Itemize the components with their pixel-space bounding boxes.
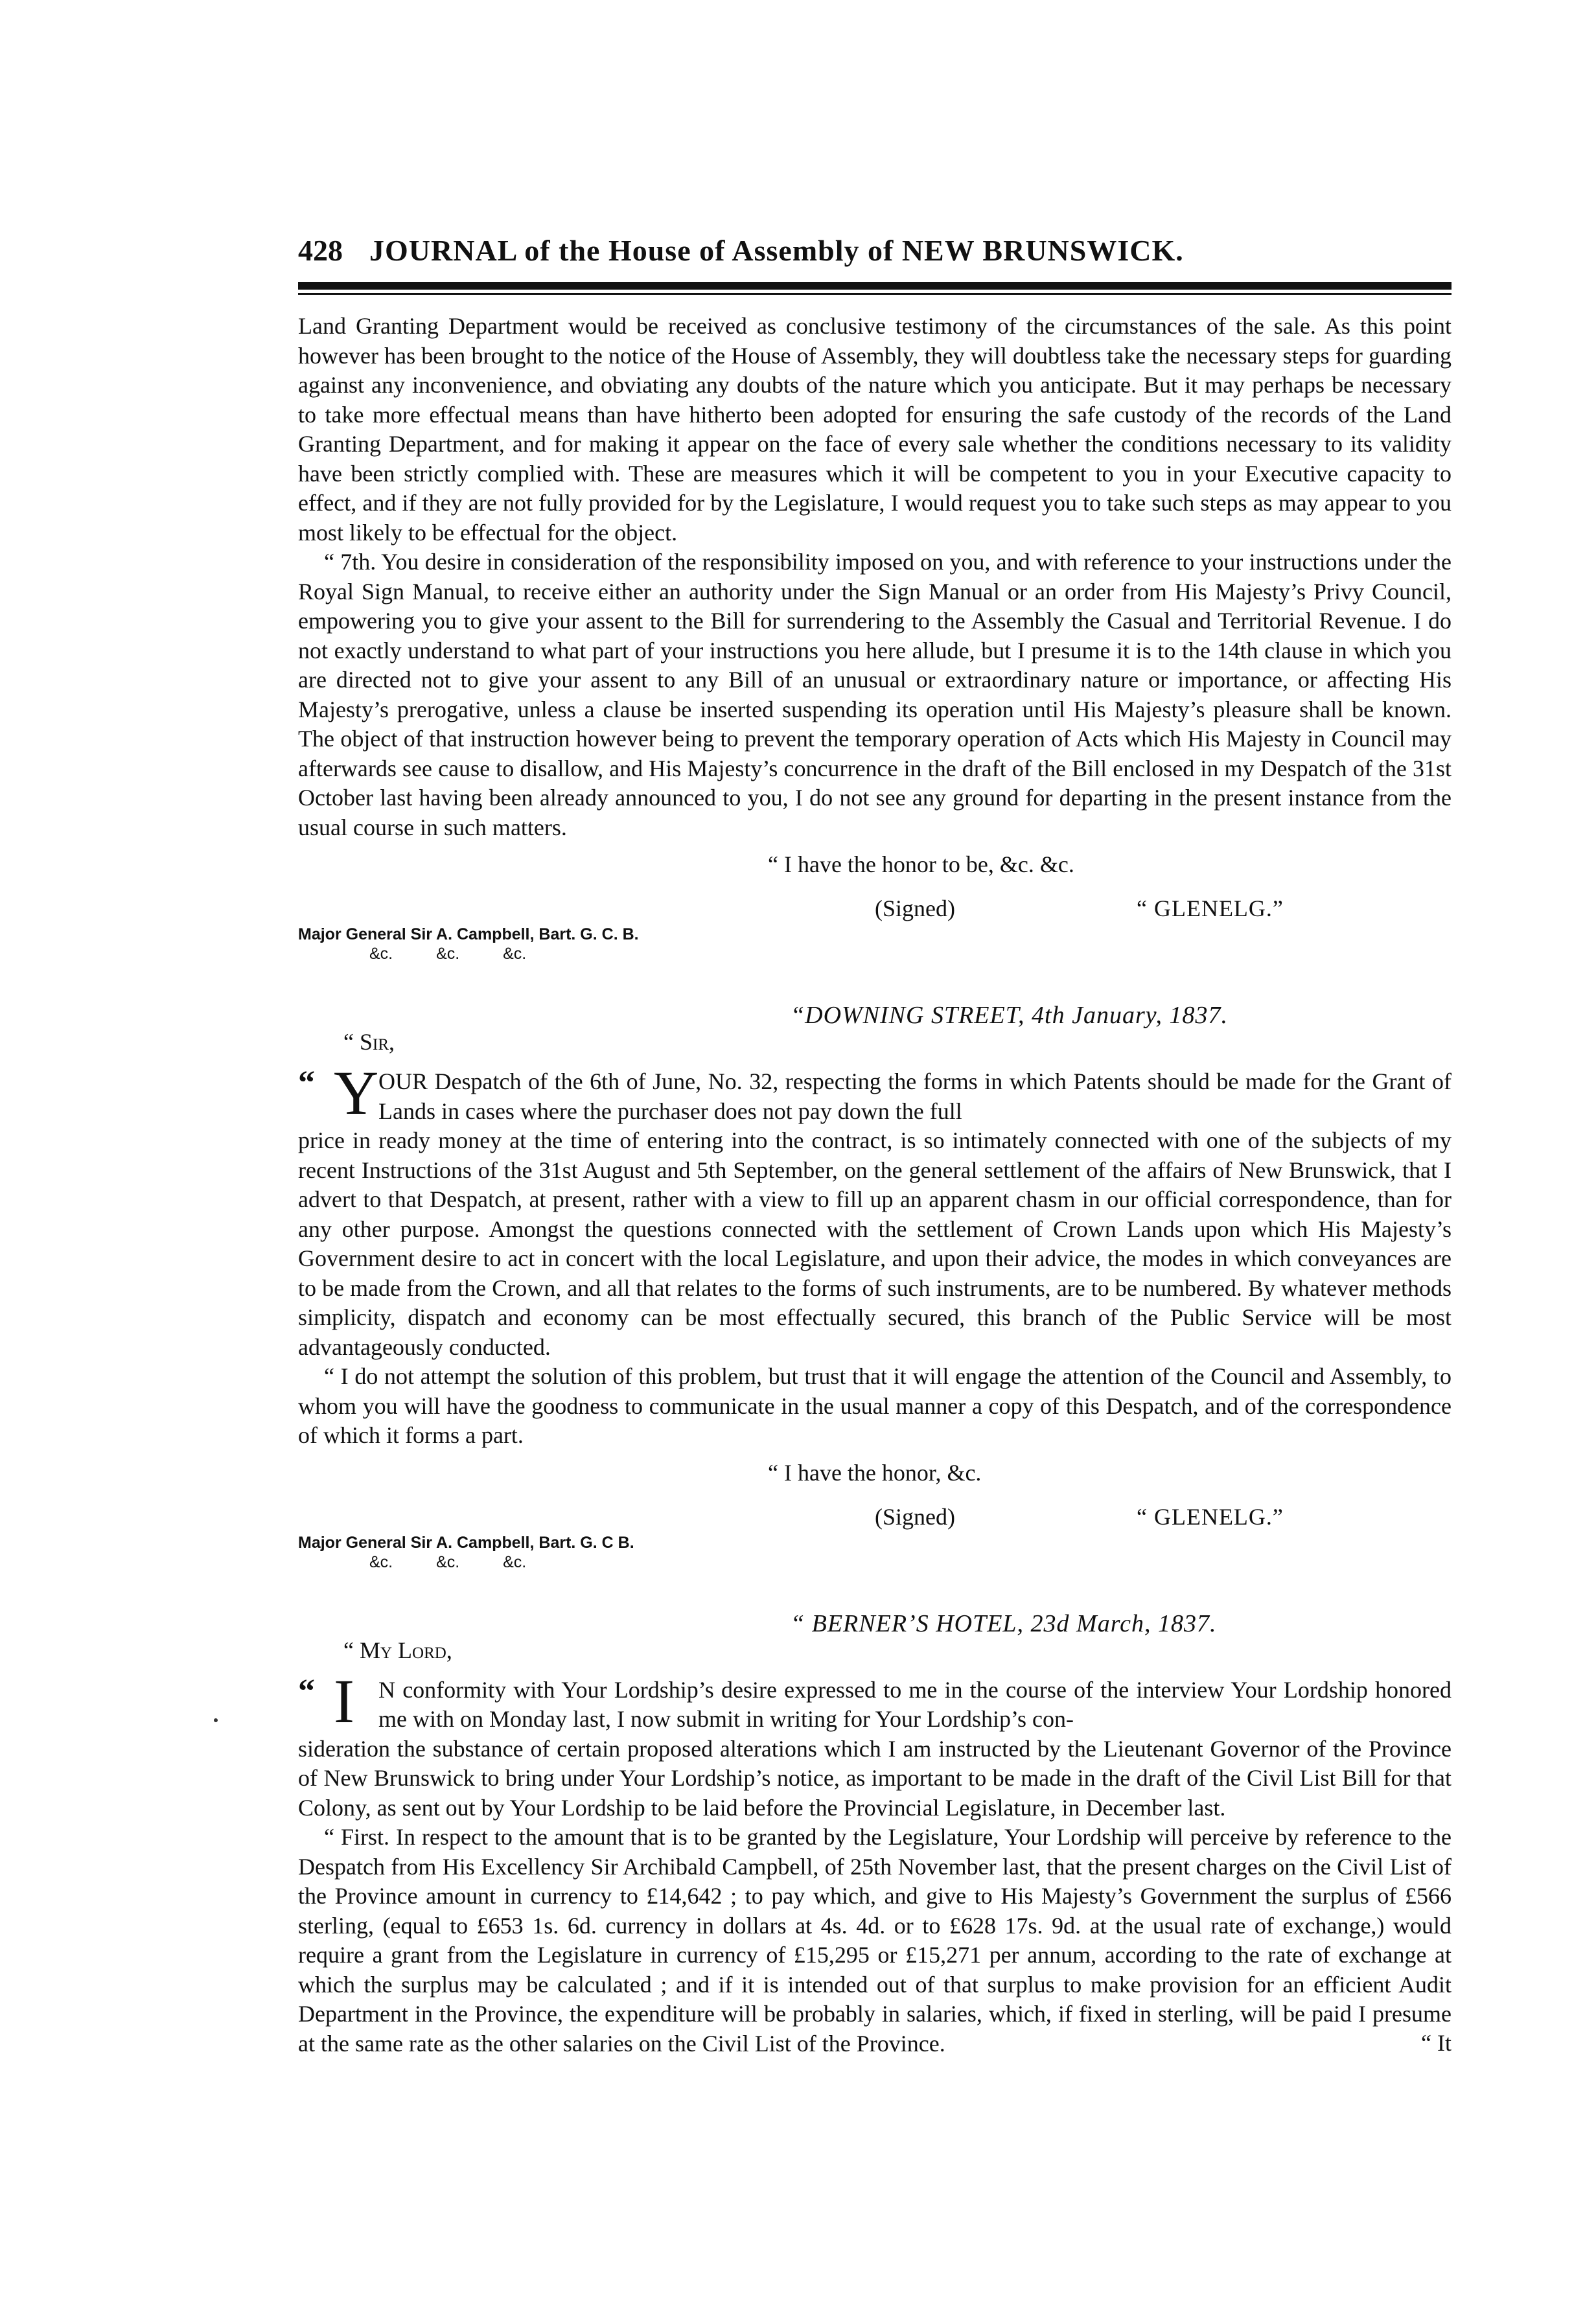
addressee-etc: &c. &c. &c. — [369, 945, 527, 963]
signature-glenelg: “ GLENELG.” — [1136, 1503, 1284, 1530]
journal-page — [298, 233, 1451, 2057]
letter-body-rest: sideration the substance of certain proposed alterations which I am instructed by the Lieutenant Governor of the Province of New Brunswick to bring under Your Lordship’s notice, as important to be made in the draft of the Civil List Bill for that Colony, as sent out by Your Lordship to be laid before the Provincial Legislature, in December last. — [298, 1735, 1451, 1821]
addressee-etc: &c. &c. &c. — [369, 1552, 527, 1571]
page-title: JOURNAL of the House of Assembly of NEW BRUNSWICK. — [369, 234, 1184, 267]
drop-cap: Y — [334, 1058, 379, 1127]
catchword: “ It — [1421, 2030, 1451, 2056]
signature-row — [298, 895, 1451, 922]
signature-glenelg: “ GLENELG.” — [1136, 895, 1284, 921]
salutation-my-lord: “ My Lord, — [343, 1637, 452, 1663]
addressee-block — [298, 925, 1451, 963]
letter-opening — [298, 1666, 1451, 1736]
signed-label: (Signed) — [875, 1503, 955, 1530]
header-rule-thin — [298, 293, 1451, 295]
paragraph-land-granting: Land Granting Department would be received as conclusive testimony of the circumstances of the sale. As this point however has been brought to the notice of the House of Assembly, they will doubtless take the necessary steps for guarding against any inconvenience, and obviating any doubts of the nature which you anticipate. But it may perhaps be necessary to take more effectual means than have hitherto been adopted for ensuring the safe custody of the records of the Land Granting Department, and for making it appear on the face of every sale whether the conditions necessary to its validity have been strictly complied with. These are measures which it will be competent to you in your Executive capacity to effect, and if they are not fully provided for by the Legislature, I would request you to take such steps as may appear to you most likely to be effectual for the object. — [298, 313, 1451, 546]
addressee-line: Major General Sir A. Campbell, Bart. G. C. B. — [298, 925, 639, 943]
salutation-sir: “ Sir, — [343, 1029, 395, 1055]
header-rule-thick — [298, 282, 1451, 290]
page-number: 428 — [298, 234, 343, 267]
closing-line — [298, 850, 1451, 879]
page-header — [298, 233, 1451, 268]
paragraph-first: “ First. In respect to the amount that is to be granted by the Legislature, Your Lordship will perceive by reference to the Despatch from His Excellency Sir Archibald Campbell, of 25th November last, that the present charges on the Civil List of the Province amount in currency to £14,642 ; to pay which, and give to His Majesty’s Government the surplus of £566 sterling, (equal to £653 1s. 6d. currency in dollars at 4s. 4d. or to £628 17s. 9d. at the usual rate of exchange,) would require a grant from the Legislature in currency of £15,295 or £15,271 per annum, according to the rate of exchange at which the surplus may be calculated ; and if it is intended out of that surplus to make provision for an efficient Audit Department in the Province, the expenditure will be probably in salaries, which, if fixed in sterling, will be paid I presume at the same rate as the other salaries on the Civil List of the Province. — [298, 1824, 1451, 2057]
addressee-line: Major General Sir A. Campbell, Bart. G. C B. — [298, 1533, 634, 1552]
letter-body-first: OUR Despatch of the 6th of June, No. 32, respecting the forms in which Patents should be made for the Grant of Lands in cases where the purchaser does not pay down the full — [378, 1068, 1451, 1124]
paragraph-solution: “ I do not attempt the solution of this problem, but trust that it will engage the attention of the Council and Assembly, to whom you will have the goodness to communicate in the usual manner a copy of this Despatch, and of the correspondence of which it forms a part. — [298, 1363, 1451, 1448]
dateline-berners-hotel: “ BERNER’S HOTEL, 23d March, 1837. — [791, 1609, 1217, 1637]
letter-body-rest: price in ready money at the time of entering into the contract, is so intimately connected with one of the subjects of my recent Instructions of the 31st August and 5th September, on the general settlement of the affairs of New Brunswick, that I advert to that Despatch, at present, rather with a view to fill up an apparent chasm in our official correspondence, than for any other purpose. Amongst the questions connected with the settlement of Crown Lands upon which His Majesty’s Government desire to act in concert with the local Legislature, and upon their advice, the modes in which conveyances are to be made from the Crown, and all that relates to the forms of such instruments, are to be numbered. By whatever methods simplicity, dispatch and economy can be most effectually secured, this branch of the Public Service will be most advantageously conducted. — [298, 1127, 1451, 1360]
closing-text: “ I have the honor to be, &c. &c. — [768, 851, 1074, 877]
letter-opening — [298, 1058, 1451, 1127]
addressee-block — [298, 1533, 1451, 1572]
open-quote: “ — [298, 1065, 315, 1101]
closing-line — [298, 1458, 1451, 1488]
closing-text: “ I have the honor, &c. — [768, 1459, 982, 1486]
signed-label: (Signed) — [875, 895, 955, 921]
drop-cap: I — [334, 1666, 354, 1736]
paragraph-seventh: “ 7th. You desire in consideration of the responsibility imposed on you, and with reference to your instructions under the Royal Sign Manual, to receive either an authority under the Sign Manual or an order from His Majesty’s Privy Council, empowering you to give your assent to the Bill for surrendering to the Assembly the Casual and Territorial Revenue. I do not exactly understand to what part of your instructions you here allude, but I presume it is to the 14th clause in which you are directed not to give your assent to any Bill of an unusual or extraordinary nature or importance, or affecting His Majesty’s prerogative, unless a clause be inserted suspending its operation until His Majesty’s pleasure shall be known. The object of that instruction however being to prevent the temporary operation of Acts which His Majesty in Council may afterwards see cause to disallow, and His Majesty’s concurrence in the draft of the Bill enclosed in my Despatch of the 31st October last having been already announced to you, I do not see any ground for departing in the present instance from the usual course in such matters. — [298, 549, 1451, 840]
open-quote: “ — [298, 1672, 315, 1710]
letter-body-first: N conformity with Your Lordship’s desire expressed to me in the course of the interview Your Lordship honored me with on Monday last, I now submit in writing for Your Lordship’s con- — [378, 1676, 1451, 1732]
signature-row — [298, 1503, 1451, 1530]
margin-speck — [214, 1718, 218, 1722]
dateline-downing-street: “DOWNING STREET, 4th January, 1837. — [791, 1002, 1229, 1029]
